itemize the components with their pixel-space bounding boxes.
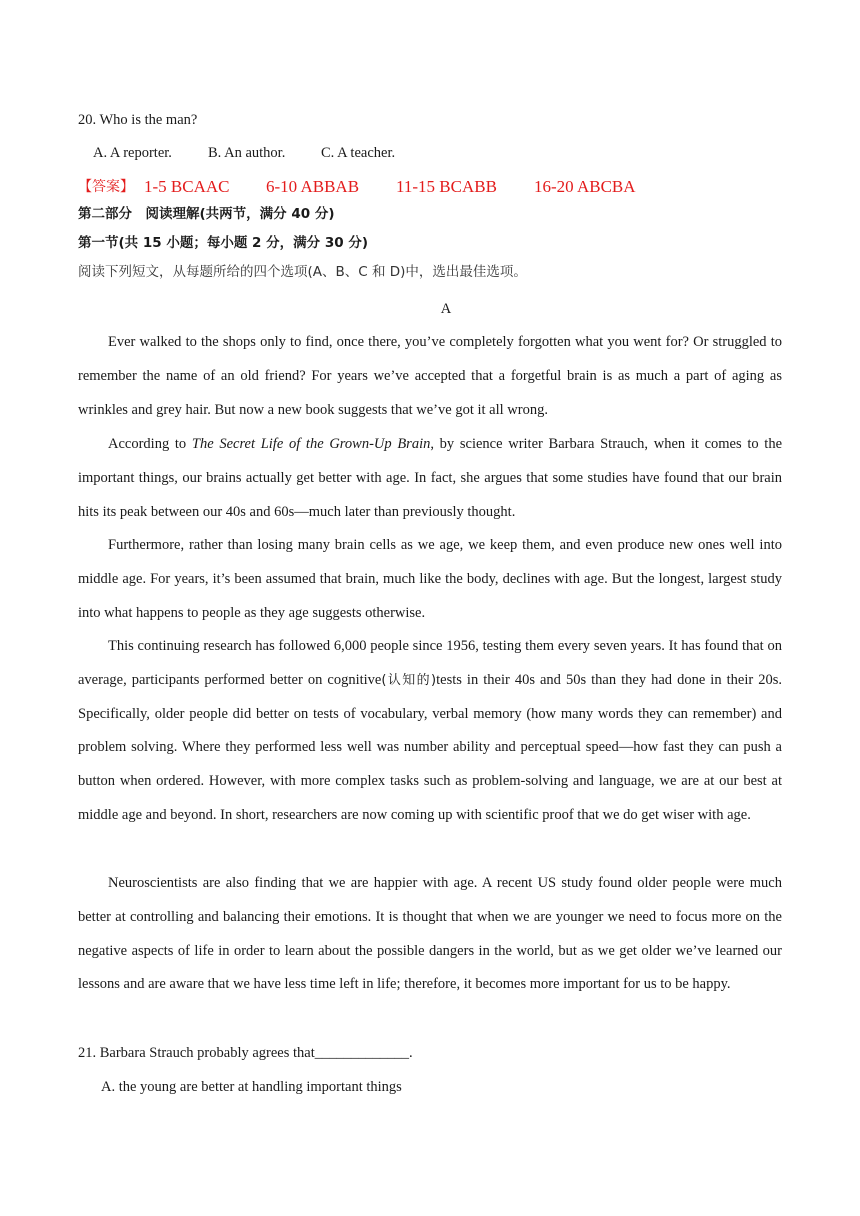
book-title: The Secret Life of the Grown-Up Brain [191,436,431,452]
answer-key [78,176,636,198]
chinese-gloss: (认知的) [381,672,437,688]
paragraph-text [78,428,782,529]
question-21-stem: 21. Barbara Strauch probably agrees that_____________. [78,1045,413,1061]
paragraph-text-start: This continuing research has followed 6,000 people since 1956, testing them every seven years. It has found that on average, participants performed better on cognitive [78,638,782,688]
section-subtitle: 第一节(共 15 小题；每小题 2 分，满分 30 分) [78,235,369,251]
paragraph-text: Furthermore, rather than losing many brain cells as we age, we keep them, and even produce new ones well into middle age. For years, it’s been assumed that brain, much like the body, declines with age. But the longest, largest study into what happens to people as they age suggests otherwise. [78,537,782,621]
passage-paragraph-3 [78,529,782,630]
paragraph-text-rest: , by science writer Barbara Strauch, when it comes to the important things, our brains actually get better with age. In fact, she argues that some studies have found that our brain hits its peak between our 40s and 60s—much later than previously thought. [78,436,783,520]
answer-group: 6-10 ABBAB [266,177,360,196]
answer-group: 11-15 BCABB [396,177,497,196]
answer-tag: 【答案】 [78,179,134,195]
question-20-options [93,143,395,163]
passage-paragraph-1 [78,326,782,427]
paragraph-text: Ever walked to the shops only to find, once there, you’ve completely forgotten what you went for? Or struggled to remember the name of an old friend? For years we’ve accepted that a forgetful brain is as much a part of aging as wrinkles and grey hair. But now a new book suggests that we’ve got it all wrong. [78,334,782,418]
paragraph-text: Neuroscientists are also finding that we are happier with age. A recent US study found older people were much better at controlling and balancing their emotions. It is thought that when we are younger we need to focus more on the negative aspects of life in order to learn about the possible dangers in the world, but as we get older we’ve learned our lessons and are aware that we have less time left in life; therefore, it becomes more important for us to be happy. [78,875,782,993]
paragraph-text-start: According to [108,436,192,452]
part-title: 第二部分 阅读理解(共两节，满分 40 分) [78,206,335,222]
answer-group: 1-5 BCAAC [144,177,230,196]
passage-paragraph-2 [78,428,782,529]
paragraph-text [78,630,782,833]
question-21-option-a: A. the young are better at handling important things [101,1079,402,1095]
passage-paragraph-5 [78,867,782,1002]
answer-group: 16-20 ABCBA [534,177,636,196]
passage-paragraph-4 [78,630,782,833]
option-c: C. A teacher. [321,145,396,161]
paragraph-text-rest: tests in their 40s and 50s than they had done in their 20s. Specifically, older people did better on tests of vocabulary, verbal memory (how many words they can remember) and problem solving. Where they performed less well was number ability and perceptual speed—how fast they can push a button when ordered. However, with more complex tasks such as problem-solving and language, we are at our best at middle age and beyond. In short, researchers are now coming up with scientific proof that we do get wiser with age. [78,671,782,823]
option-b: B. An author. [208,145,286,161]
question-20-stem: 20. Who is the man? [78,112,198,128]
instructions: 阅读下列短文，从每题所给的四个选项(A、B、C 和 D)中，选出最佳选项。 [78,264,527,280]
option-a: A. A reporter. [93,145,172,161]
passage-label: A [440,301,452,317]
